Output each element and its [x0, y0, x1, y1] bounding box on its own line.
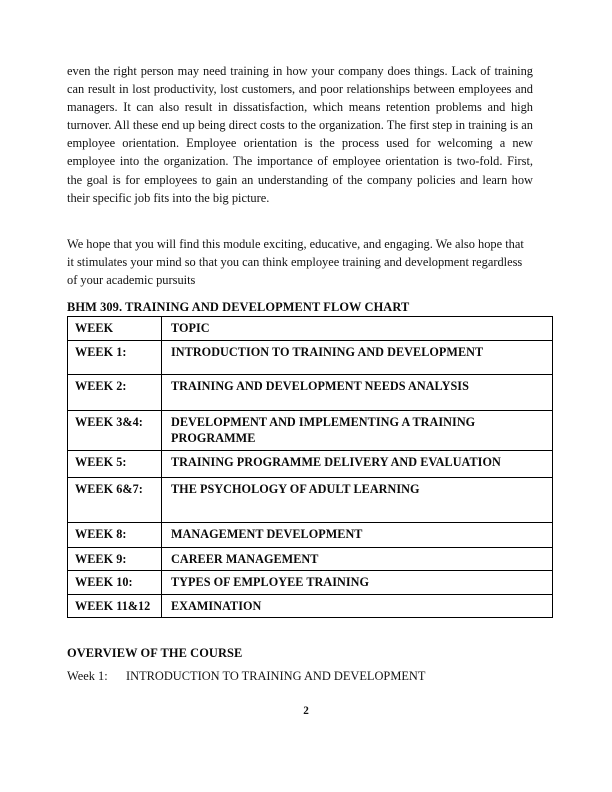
- table-header-topic: TOPIC: [162, 317, 553, 341]
- table-header-week: WEEK: [68, 317, 162, 341]
- table-cell-topic: TRAINING AND DEVELOPMENT NEEDS ANALYSIS: [162, 374, 553, 410]
- table-row: [68, 374, 553, 410]
- table-row: [68, 571, 553, 595]
- table-cell-week: WEEK 2:: [68, 374, 162, 410]
- table-cell-week: WEEK 5:: [68, 450, 162, 477]
- table-header-row: [68, 317, 553, 341]
- table-cell-week: WEEK 10:: [68, 571, 162, 595]
- overview-week-topic: INTRODUCTION TO TRAINING AND DEVELOPMENT: [126, 669, 426, 684]
- table-row: [68, 522, 553, 547]
- table-cell-topic: CAREER MANAGEMENT: [162, 547, 553, 571]
- table-row: [68, 594, 553, 618]
- overview-entry-week-1: [67, 667, 533, 685]
- paragraph-spacer: [67, 207, 533, 235]
- page-number: 2: [303, 705, 309, 717]
- table-cell-topic: TYPES OF EMPLOYEE TRAINING: [162, 571, 553, 595]
- paragraph-training-costs: even the right person may need training in how your company does things. Lack of training can result in lost productivity, lost customers, and poor relationships between employees and managers. It can also result in dissatisfaction, which means retention problems and high turnover. All these end up being direct costs to the organization. The first step in training is an employee orientation. Employee orientation is the process used for welcoming a new employee into the organization. The importance of employee orientation is two-fold. First, the goal is for employees to gain an understanding of the company policies and learn how their specific job fits into the big picture.: [67, 64, 533, 205]
- training-flow-chart-table: [67, 316, 553, 618]
- table-cell-topic: THE PSYCHOLOGY OF ADULT LEARNING: [162, 477, 553, 522]
- overview-week-label: Week 1:: [67, 669, 108, 684]
- table-spacer: [67, 618, 533, 644]
- table-cell-week: WEEK 6&7:: [68, 477, 162, 522]
- table-cell-topic: EXAMINATION: [162, 594, 553, 618]
- table-row: [68, 477, 553, 522]
- flow-chart-heading: BHM 309. TRAINING AND DEVELOPMENT FLOW CHART: [67, 300, 410, 315]
- table-cell-week: WEEK 3&4:: [68, 410, 162, 450]
- heading-spacer: [67, 289, 533, 298]
- table-cell-week: WEEK 1:: [68, 340, 162, 374]
- table-cell-topic: MANAGEMENT DEVELOPMENT: [162, 522, 553, 547]
- table-row: [68, 547, 553, 571]
- table-cell-week: WEEK 11&12: [68, 594, 162, 618]
- table-row: [68, 340, 553, 374]
- table-row: [68, 410, 553, 450]
- page-content: [67, 62, 533, 685]
- table-cell-week: WEEK 9:: [68, 547, 162, 571]
- table-cell-topic: INTRODUCTION TO TRAINING AND DEVELOPMENT: [162, 340, 553, 374]
- table-cell-week: WEEK 8:: [68, 522, 162, 547]
- overview-heading: OVERVIEW OF THE COURSE: [67, 646, 243, 661]
- table-cell-topic: DEVELOPMENT AND IMPLEMENTING A TRAINING PROGRAMME: [162, 410, 553, 450]
- table-row: [68, 450, 553, 477]
- table-cell-topic: TRAINING PROGRAMME DELIVERY AND EVALUATION: [162, 450, 553, 477]
- paragraph-module-hope: We hope that you will find this module exciting, educative, and engaging. We also hope that it stimulates your mind so that you can think employee training and development regardless of your academic pursuits: [67, 236, 524, 287]
